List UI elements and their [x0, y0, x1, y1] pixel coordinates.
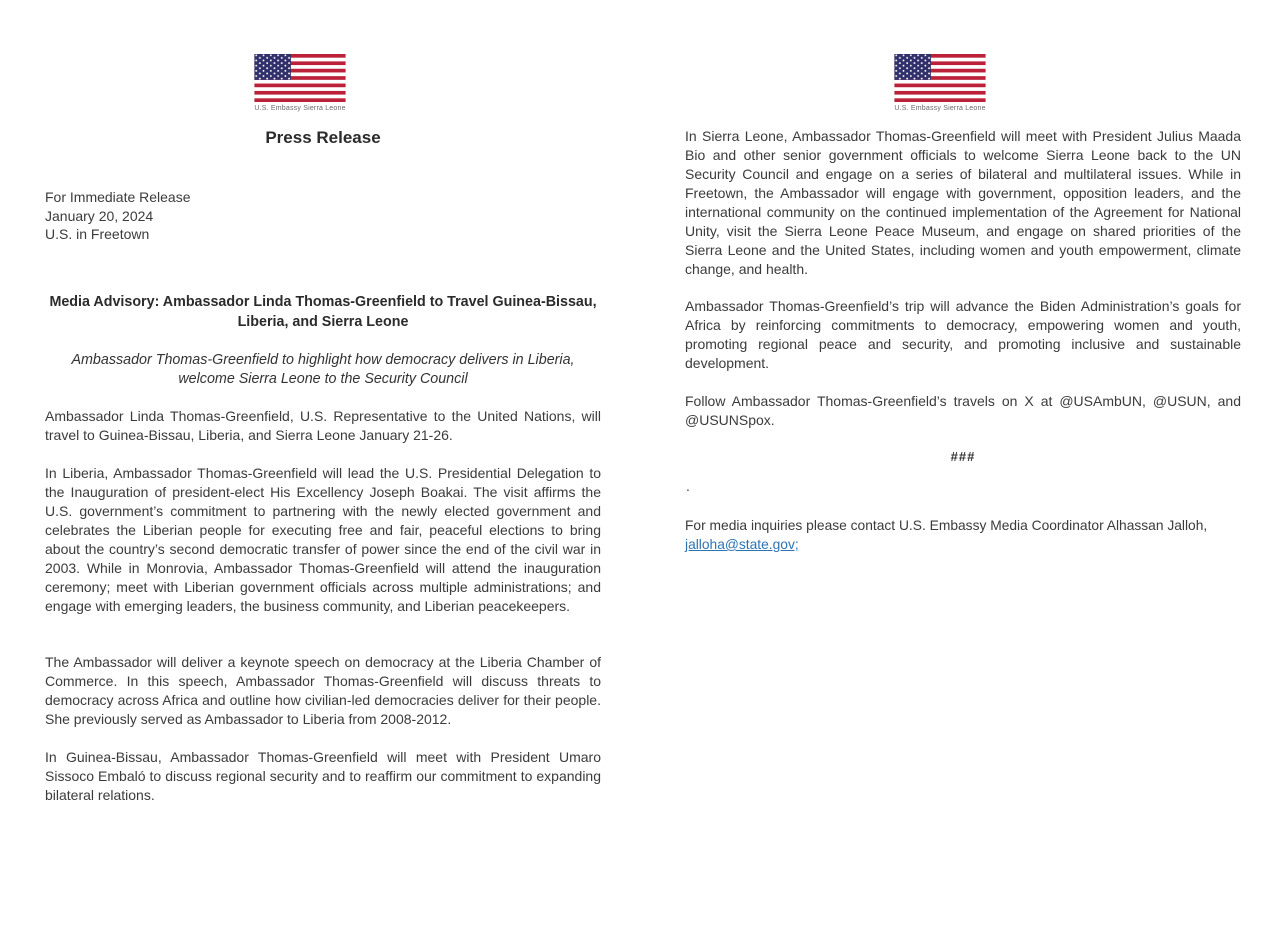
- body-paragraph: The Ambassador will deliver a keynote speech on democracy at the Liberia Chamber of Commerce. In this speech, Ambassador Thomas-Greenfield will discuss threats to democracy across Africa and outline how civilian-led democracies deliver for their people. She previously served as Ambassador to Liberia from 2008-2012.: [45, 654, 601, 727]
- press-release-title: Press Release: [265, 128, 381, 147]
- stray-period: .: [686, 478, 690, 494]
- media-contact-block: [685, 516, 1241, 554]
- release-line-immediate: For Immediate Release: [45, 189, 191, 205]
- release-line-location: U.S. in Freetown: [45, 226, 150, 242]
- release-info: [45, 188, 601, 244]
- subheadline: Ambassador Thomas-Greenfield to highlight how democracy delivers in Liberia, welcome Sierra Leone to the Security Council: [71, 352, 575, 387]
- us-flag-icon: [893, 54, 987, 102]
- body-paragraph: In Sierra Leone, Ambassador Thomas-Greenfield will meet with President Julius Maada Bio and other senior government officials to welcome Sierra Leone back to the UN Security Council and engage on a series of bilateral and multilateral issues. While in Freetown, the Ambassador will engage with government, opposition leaders, and the international community on the continued implementation of the Agreement for National Unity, visit the Sierra Leone Peace Museum, and engage on shared priorities of the Sierra Leone and the United States, including women and youth empowerment, climate change, and health.: [685, 128, 1241, 277]
- media-advisory-headline: Media Advisory: Ambassador Linda Thomas-Greenfield to Travel Guinea-Bissau, Liberia, and Sierra Leone: [49, 294, 597, 330]
- body-paragraph: Follow Ambassador Thomas-Greenfield’s travels on X at @USAmbUN, @USUN, and @USUNSpox.: [685, 393, 1241, 428]
- flag-caption: U.S. Embassy Sierra Leone: [254, 105, 346, 112]
- media-contact-text: For media inquiries please contact U.S. Embassy Media Coordinator Alhassan Jalloh,: [685, 518, 1208, 533]
- body-paragraph: In Liberia, Ambassador Thomas-Greenfield will lead the U.S. Presidential Delegation to the Inauguration of president-elect His Excellency Joseph Boakai. The visit affirms the U.S. government’s commitment to partnering with the newly elected government and celebrates the Liberian people for executing free and fair, peaceful elections to bring about the country’s second democratic transfer of power since the end of the civil war in 2003. While in Monrovia, Ambassador Thomas-Greenfield will attend the inauguration ceremony; meet with Liberian government officials across multiple administrations; and engage with emerging leaders, the business community, and Liberian peacekeepers.: [45, 465, 601, 614]
- us-flag-icon: [253, 54, 347, 102]
- body-paragraph: In Guinea-Bissau, Ambassador Thomas-Greenfield will meet with President Umaro Sissoco Embaló to discuss regional security and to reaffirm our commitment to expanding bilateral relations.: [45, 749, 601, 803]
- end-of-release-marker: ###: [950, 449, 976, 464]
- release-line-date: January 20, 2024: [45, 207, 154, 224]
- flag-caption: U.S. Embassy Sierra Leone: [894, 105, 986, 112]
- body-paragraph: Ambassador Thomas-Greenfield’s trip will advance the Biden Administration’s goals for Africa by reinforcing commitments to democracy, empowering women and youth, promoting regional peace and security, and promoting inclusive and sustainable development.: [685, 298, 1241, 371]
- media-contact-email-link[interactable]: jalloha@state.gov;: [685, 537, 799, 552]
- body-paragraph: Ambassador Linda Thomas-Greenfield, U.S. Representative to the United Nations, will travel to Guinea-Bissau, Liberia, and Sierra Leone January 21-26.: [45, 408, 601, 443]
- embassy-logo-left: [253, 54, 347, 112]
- embassy-logo-right: [893, 54, 987, 112]
